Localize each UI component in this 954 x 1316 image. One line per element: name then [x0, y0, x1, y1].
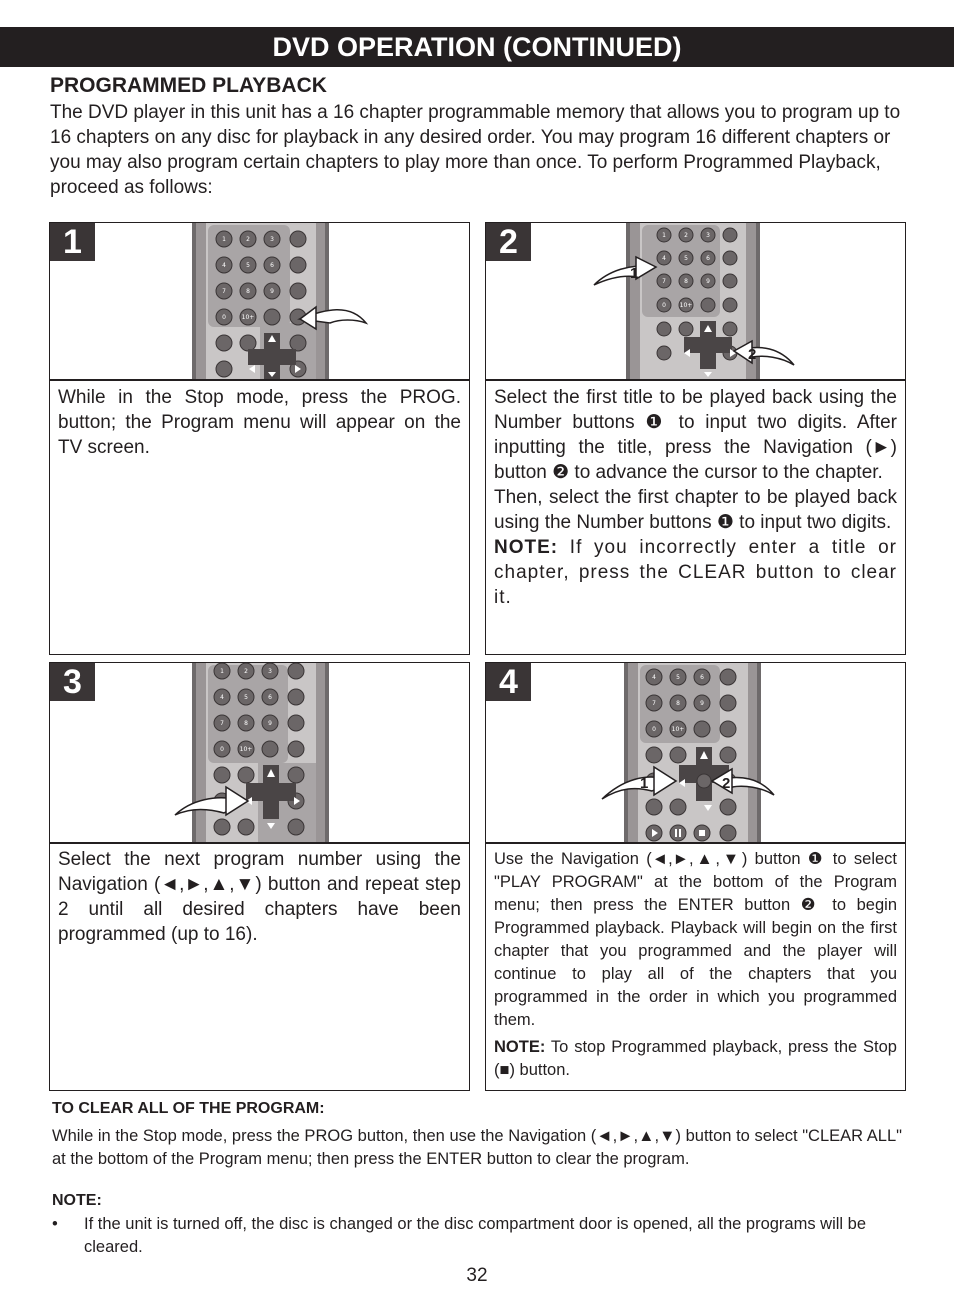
callout-1-label: 1	[640, 775, 649, 792]
step-2-note	[494, 535, 897, 610]
key-5-label: 5	[246, 262, 250, 269]
key-4-label: 4	[220, 694, 224, 701]
step-4-text	[494, 848, 897, 1082]
step-2-text	[494, 385, 897, 610]
key-2-label: 2	[246, 236, 250, 243]
step-3-panel	[49, 662, 470, 1091]
note-text: To stop Programmed playback, press the Stop (■) button.	[494, 1038, 897, 1079]
note-text: If you incorrectly enter a title or chapter, press the CLEAR button to clear it.	[494, 537, 897, 608]
note-label: NOTE:	[494, 537, 559, 558]
remote-control-illustration	[486, 223, 905, 381]
key-9-label: 9	[706, 278, 710, 285]
key-8-label: 8	[246, 288, 250, 295]
step-number-badge: 2	[486, 223, 531, 261]
step-number-badge: 1	[50, 223, 95, 261]
key-8-label: 8	[684, 278, 688, 285]
remote-control-illustration	[486, 663, 905, 843]
callout-2-label: 2	[748, 346, 757, 363]
key-9-label: 9	[268, 720, 272, 727]
bullet-icon: •	[52, 1215, 58, 1233]
panel-divider	[486, 842, 905, 844]
clear-program-title: TO CLEAR ALL OF THE PROGRAM:	[52, 1100, 325, 1117]
key-9-label: 9	[700, 700, 704, 707]
note-label: NOTE:	[494, 1038, 546, 1056]
page-number: 32	[466, 1265, 488, 1286]
key-0-label: 0	[652, 726, 656, 733]
panel-divider	[486, 379, 905, 381]
intro-paragraph: The DVD player in this unit has a 16 chapter programmable memory that allows you to program up to 16 chapters on any disc for playback in any desired order. You may program 16 different chapters or you may also program certain chapters to play more than once. To perform Programmed Playback, proceed as follows:	[50, 102, 901, 198]
step-4-note	[494, 1036, 897, 1082]
key-8-label: 8	[244, 720, 248, 727]
key-6-label: 6	[700, 674, 704, 681]
key-10plus-label: 10+	[241, 314, 255, 321]
step-2-para-2: Then, select the first chapter to be played back using the Number buttons ❶ to input two digits.	[494, 487, 897, 533]
key-6-label: 6	[706, 255, 710, 262]
clear-program-text: While in the Stop mode, press the PROG button, then use the Navigation (◄,►,▲,▼) button to select "CLEAR ALL" at the bottom of the Program menu; then press the ENTER button to clear the program.	[52, 1127, 902, 1168]
panel-divider	[50, 379, 469, 381]
remote-control-illustration	[50, 223, 469, 381]
key-3-label: 3	[706, 232, 710, 239]
key-4-label: 4	[652, 674, 656, 681]
key-1-label: 1	[220, 668, 224, 675]
remote-control-illustration	[50, 663, 469, 843]
page-header-banner	[0, 27, 954, 67]
key-2-label: 2	[684, 232, 688, 239]
key-1-label: 1	[222, 236, 226, 243]
step-2-panel	[485, 222, 906, 655]
key-3-label: 3	[268, 668, 272, 675]
key-7-label: 7	[220, 720, 224, 727]
key-1-label: 1	[662, 232, 666, 239]
key-10plus-label: 10+	[671, 726, 685, 733]
key-4-label: 4	[222, 262, 226, 269]
step-4-panel	[485, 662, 906, 1091]
key-9-label: 9	[270, 288, 274, 295]
key-7-label: 7	[652, 700, 656, 707]
key-3-label: 3	[270, 236, 274, 243]
step-number-badge: 4	[486, 663, 531, 701]
key-4-label: 4	[662, 255, 666, 262]
panel-divider	[50, 842, 469, 844]
note-title: NOTE:	[52, 1192, 102, 1209]
key-5-label: 5	[244, 694, 248, 701]
step-4-para-1: Use the Navigation (◄,►,▲,▼) button ❶ to select "PLAY PROGRAM" at the bottom of the Program menu; then press the ENTER button ❷ to begin Programmed playback. Playback will begin on the first chapter that you programmed and the player will continue to play all of the chapters that you programmed in the order in which you programmed them.	[494, 850, 897, 1029]
step-1-panel	[49, 222, 470, 655]
key-2-label: 2	[244, 668, 248, 675]
note-item-text: If the unit is turned off, the disc is changed or the disc compartment door is opened, all the programs will be cleared.	[84, 1215, 867, 1256]
callout-2-label: 2	[722, 775, 731, 792]
key-6-label: 6	[268, 694, 272, 701]
step-number-badge: 3	[50, 663, 95, 701]
key-6-label: 6	[270, 262, 274, 269]
key-7-label: 7	[222, 288, 226, 295]
key-7-label: 7	[662, 278, 666, 285]
key-10plus-label: 10+	[679, 302, 693, 309]
key-0-label: 0	[220, 746, 224, 753]
step-2-para-1: Select the first title to be played back using the Number buttons ❶ to input two digits. After inputting the title, press the Navigation (►) button ❷ to advance the cursor to the chapter.	[494, 387, 897, 483]
key-5-label: 5	[684, 255, 688, 262]
callout-1-label: 1	[630, 265, 639, 282]
key-8-label: 8	[676, 700, 680, 707]
key-10plus-label: 10+	[239, 746, 253, 753]
step-3-text: Select the next program number using the Navigation (◄,►,▲,▼) button and repeat step 2 until all desired chapters have been programmed (up to 16).	[58, 849, 461, 945]
page-header-title: DVD OPERATION (CONTINUED)	[272, 32, 682, 62]
key-5-label: 5	[676, 674, 680, 681]
key-0-label: 0	[222, 314, 226, 321]
step-1-text: While in the Stop mode, press the PROG. button; the Program menu will appear on the TV screen.	[58, 387, 461, 458]
key-0-label: 0	[662, 302, 666, 309]
section-title: PROGRAMMED PLAYBACK	[50, 74, 327, 97]
